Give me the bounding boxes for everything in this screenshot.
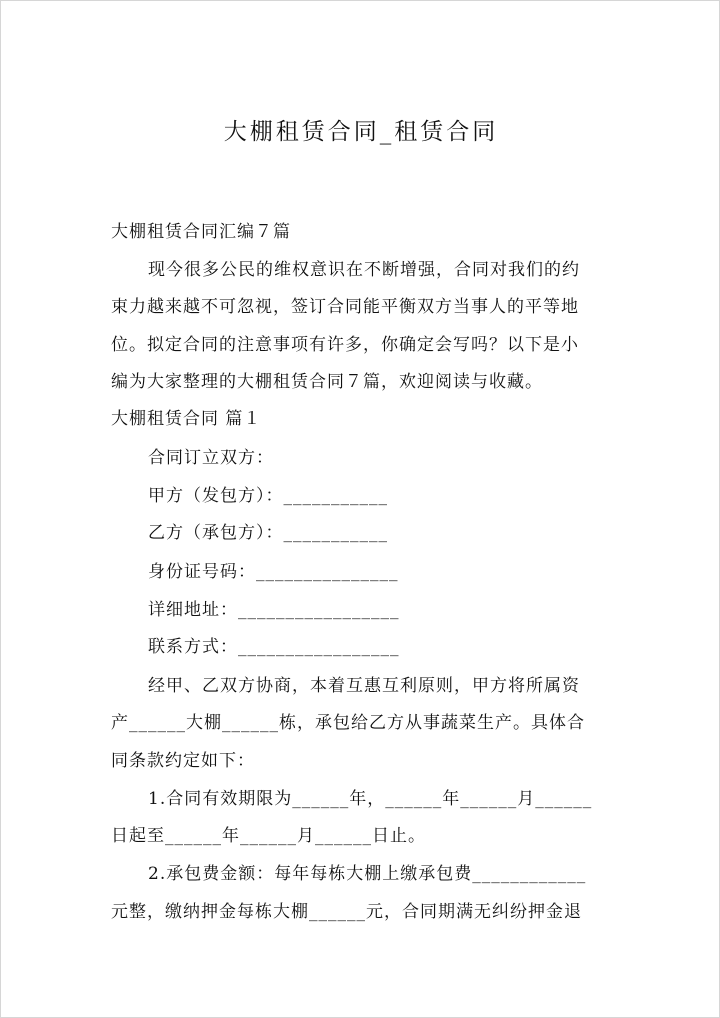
paragraph-line: 经甲、乙双方协商，本着互惠互利原则，甲方将所属资 bbox=[148, 676, 580, 696]
address-field: 详细地址：_________________ bbox=[148, 600, 400, 620]
clause-line: 日起至______年______月______日止。 bbox=[111, 826, 426, 846]
paragraph-line: 位。拟定合同的注意事项有许多，你确定会写吗？以下是小 bbox=[111, 335, 579, 355]
clause-line: 2.承包费金额：每年每栋大棚上缴承包费____________ bbox=[148, 864, 587, 884]
document-title: 大棚租赁合同_租赁合同 bbox=[223, 119, 499, 145]
clause-line: 元整，缴纳押金每栋大棚______元，合同期满无纠纷押金退 bbox=[111, 902, 582, 922]
id-number-field: 身份证号码：_______________ bbox=[148, 562, 399, 582]
party-b-field: 乙方（承包方）：___________ bbox=[148, 523, 388, 543]
paragraph-line: 束力越来越不可忽视，签订合同能平衡双方当事人的平等地 bbox=[111, 297, 579, 317]
section-heading: 大棚租赁合同 篇１ bbox=[111, 409, 262, 429]
clause-line: 1.合同有效期限为______年，______年______月______ bbox=[148, 789, 593, 809]
contact-field: 联系方式：_________________ bbox=[148, 637, 400, 657]
party-a-field: 甲方（发包方）：___________ bbox=[148, 486, 388, 506]
paragraph-line: 同条款约定如下： bbox=[111, 751, 255, 771]
paragraph-line: 编为大家整理的大棚租赁合同７篇，欢迎阅读与收藏。 bbox=[111, 372, 543, 392]
paragraph-line: 合同订立双方： bbox=[148, 448, 274, 468]
paragraph-line: 产______大棚______栋，承包给乙方从事蔬菜生产。具体合 bbox=[111, 713, 585, 733]
paragraph-line: 现今很多公民的维权意识在不断增强，合同对我们的约 bbox=[148, 260, 580, 280]
subtitle-line: 大棚租赁合同汇编７篇 bbox=[111, 222, 291, 242]
